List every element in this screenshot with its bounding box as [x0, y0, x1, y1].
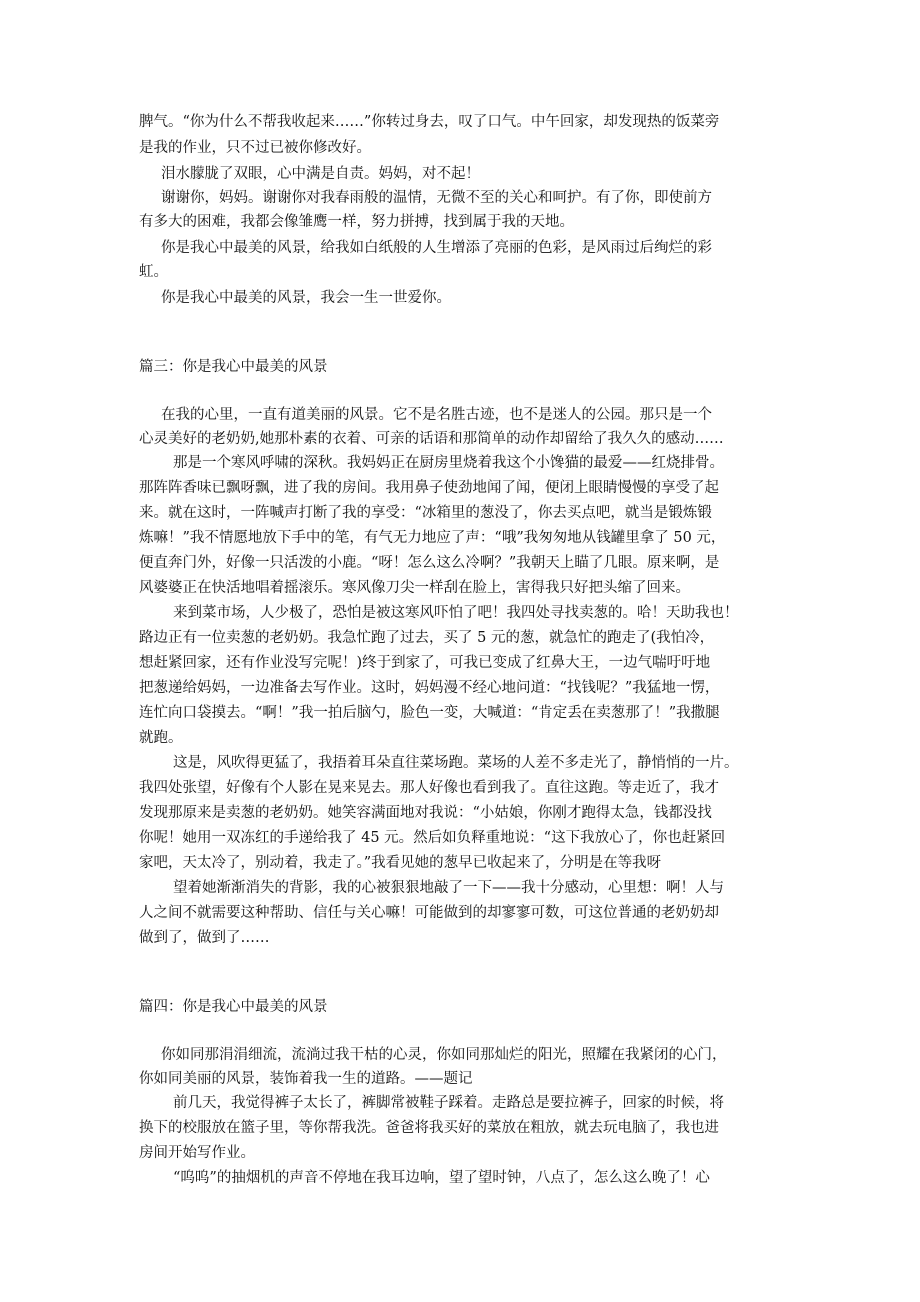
- section-four-title: 篇四：你是我心中最美的风景: [139, 999, 328, 1015]
- paragraph-line: 前几天，我觉得裤子太长了，裤脚常被鞋子踩着。走路总是要拉裤子，回家的时候，将: [173, 1095, 724, 1111]
- paragraph-line: 那是一个寒风呼啸的深秋。我妈妈正在厨房里烧着我这个小馋猫的最爱——红烧排骨。: [173, 455, 724, 471]
- paragraph-line: 来。就在这时，一阵喊声打断了我的享受：“冰箱里的葱没了，你去买点吧，就当是锻炼锻: [139, 505, 712, 521]
- paragraph-line: 心灵美好的老奶奶,她那朴素的衣着、可亲的话语和那简单的动作却留给了我久久的感动……: [139, 431, 724, 447]
- paragraph-line: 泪水朦胧了双眼，心中满是自责。妈妈，对不起！: [161, 166, 480, 182]
- paragraph-line: 有多大的困难，我都会像雏鹰一样，努力拼搏，找到属于我的天地。: [139, 214, 574, 230]
- paragraph-line: 人之间不就需要这种帮助、信任与关心嘛！可能做到的却寥寥可数，可这位普通的老奶奶却: [139, 905, 719, 921]
- paragraph-line: 你如同那涓涓细流，流淌过我干枯的心灵，你如同那灿烂的阳光，照耀在我紧闭的心门，: [161, 1047, 727, 1063]
- paragraph-line: 望着她渐渐消失的背影，我的心被狠狠地敲了一下——我十分感动，心里想：啊！人与: [173, 880, 724, 896]
- paragraph-line: 这是，风吹得更猛了，我捂着耳朵直往菜场跑。菜场的人差不多走光了，静悄悄的一片。: [173, 755, 739, 771]
- paragraph-line: 发现那原来是卖葱的老奶奶。她笑容满面地对我说：“小姑娘，你刚才跑得太急，钱都没找: [139, 805, 712, 821]
- paragraph-line: 那阵阵香味已飘呀飘，进了我的房间。我用鼻子使劲地闻了闻，便闭上眼睛慢慢的享受了起: [139, 480, 719, 496]
- paragraph-line: 在我的心里，一直有道美丽的风景。它不是名胜古迹，也不是迷人的公园。那只是一个: [161, 407, 712, 423]
- section-three-title: 篇三：你是我心中最美的风景: [139, 359, 328, 375]
- paragraph-line: 谢谢你，妈妈。谢谢你对我春雨般的温情，无微不至的关心和呵护。有了你，即使前方: [161, 190, 712, 206]
- paragraph-line: 家吧，天太冷了，别动着，我走了。”我看见她的葱早已收起来了，分明是在等我呀: [139, 855, 662, 871]
- paragraph-line: 连忙向口袋摸去。“啊！”我一拍后脑勺，脸色一变，大喊道：“肯定丢在卖葱那了！”我撒腿: [139, 705, 720, 721]
- paragraph-line: 你是我心中最美的风景，给我如白纸般的人生增添了亮丽的色彩，是风雨过后绚烂的彩: [161, 240, 712, 256]
- paragraph-line: 脾气。“你为什么不帮我收起来……”你转过身去，叹了口气。中午回家，却发现热的饭菜旁: [139, 114, 720, 130]
- paragraph-line: 房间开始写作业。: [139, 1145, 255, 1161]
- paragraph-line: 想赶紧回家，还有作业没写完呢！)终于到家了，可我已变成了红鼻大王，一边气喘吁吁地: [139, 655, 711, 671]
- paragraph-line: “呜呜”的抽烟机的声音不停地在我耳边响，望了望时钟，八点了，怎么这么晚了！心: [173, 1170, 710, 1186]
- paragraph-line: 虹。: [139, 264, 168, 280]
- paragraph-line: 做到了，做到了……: [139, 930, 270, 946]
- paragraph-line: 你呢！她用一双冻红的手递给我了 45 元。然后如负释重地说：“这下我放心了，你也赶紧回: [139, 830, 726, 846]
- paragraph-line: 来到菜市场，人少极了，恐怕是被这寒风吓怕了吧！我四处寻找卖葱的。哈！天助我也！: [173, 605, 739, 621]
- paragraph-line: 就跑。: [139, 730, 183, 746]
- paragraph-line: 你是我心中最美的风景，我会一生一世爱你。: [161, 290, 451, 306]
- paragraph-line: 我四处张望，好像有个人影在晃来晃去。那人好像也看到我了。直往这跑。等走近了，我才: [139, 780, 719, 796]
- paragraph-line: 换下的校服放在篮子里，等你帮我洗。爸爸将我买好的菜放在粗放，就去玩电脑了，我也进: [139, 1120, 719, 1136]
- paragraph-line: 便直奔门外，好像一只活泼的小鹿。“呀！怎么这么冷啊？”我朝天上瞄了几眼。原来啊，是: [139, 555, 720, 571]
- paragraph-line: 你如同美丽的风景，装饰着我一生的道路。——题记: [139, 1071, 473, 1087]
- paragraph-line: 把葱递给妈妈，一边准备去写作业。这时，妈妈漫不经心地问道：“找钱呢？”我猛地一愣，: [139, 680, 720, 696]
- paragraph-line: 是我的作业，只不过已被你修改好。: [139, 140, 371, 156]
- paragraph-line: 路边正有一位卖葱的老奶奶。我急忙跑了过去，买了 5 元的葱，就急忙的跑走了(我怕冷，: [139, 630, 715, 646]
- paragraph-line: 风婆婆正在快活地唱着摇滚乐。寒风像刀尖一样刮在脸上，害得我只好把头缩了回来。: [139, 580, 690, 596]
- paragraph-line: 炼嘛！”我不情愿地放下手中的笔，有气无力地应了声：“哦”我匆匆地从钱罐里拿了 50 元，: [139, 530, 726, 546]
